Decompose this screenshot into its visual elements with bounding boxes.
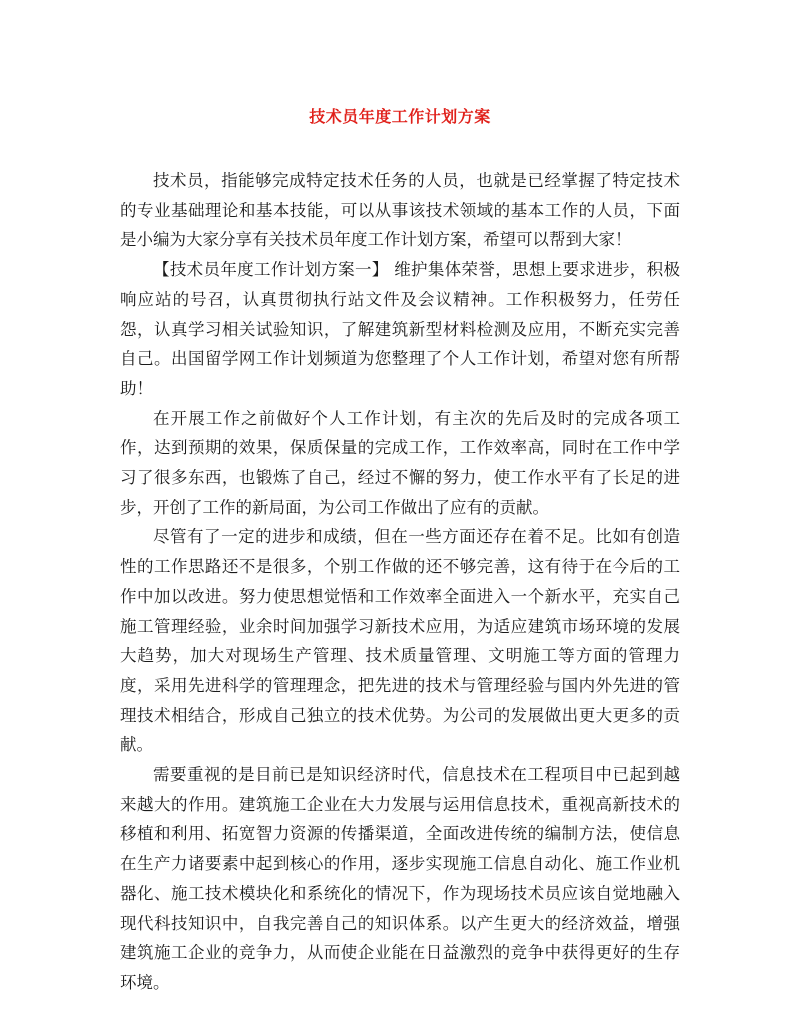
intro-paragraph: 技术员，指能够完成特定技术任务的人员，也就是已经掌握了特定技术的专业基础理论和基本技能，可以从事该技术领域的基本工作的人员，下面是小编为大家分享有关技术员年度工作计划方案，希望可以帮到大家！ [120,171,680,250]
body-paragraph: 需要重视的是目前已是知识经济时代，信息技术在工程项目中已起到越来越大的作用。建筑施工企业在大力发展与运用信息技术，重视高新技术的移植和利用、拓宽智力资源的传播渠道，全面改进传统的编制方法，使信息在生产力诸要素中起到核心的作用，逐步实现施工信息自动化、施工作业机器化、施工技术模块化和系统化的情况下，作为现场技术员应该自觉地融入现代科技知识中，自我完善自己的知识体系。以产生更大的经济效益，增强建筑施工企业的竞争力，从而使企业能在日益激烈的竞争中获得更好的生存环境。 [120,765,680,992]
document-body [120,166,680,998]
body-paragraph: 尽管有了一定的进步和成绩，但在一些方面还存在着不足。比如有创造性的工作思路还不是很多，个别工作做的还不够完善，这有待于在今后的工作中加以改进。努力使思想觉悟和工作效率全面进入一个新水平，充实自己施工管理经验，业余时间加强学习新技术应用，为适应建筑市场环境的发展大趋势，加大对现场生产管理、技术质量管理、文明施工等方面的管理力度，采用先进科学的管理理念，把先进的技术与管理经验与国内外先进的管理技术相结合，形成自己独立的技术优势。为公司的发展做出更大更多的贡献。 [120,527,680,755]
document-title: 技术员年度工作计划方案 [309,107,491,126]
plan-one-paragraph [120,255,680,404]
body-paragraph: 在开展工作之前做好个人工作计划，有主次的先后及时的完成各项工作，达到预期的效果，保质保量的完成工作，工作效率高，同时在工作中学习了很多东西，也锻炼了自己，经过不懈的努力，使工作水平有了长足的进步，开创了工作的新局面，为公司工作做出了应有的贡献。 [120,408,680,517]
plan-heading: 【技术员年度工作计划方案一】 [153,260,389,280]
plan-intro-text: 维护集体荣誉，思想上要求进步，积极响应站的号召，认真贯彻执行站文件及会议精神。工作积极努力，任劳任怨，认真学习相关试验知识，了解建筑新型材料检测及应用，不断充实完善自己。出国留学网工作计划频道为您整理了个人工作计划，希望对您有所帮助！ [120,260,681,398]
